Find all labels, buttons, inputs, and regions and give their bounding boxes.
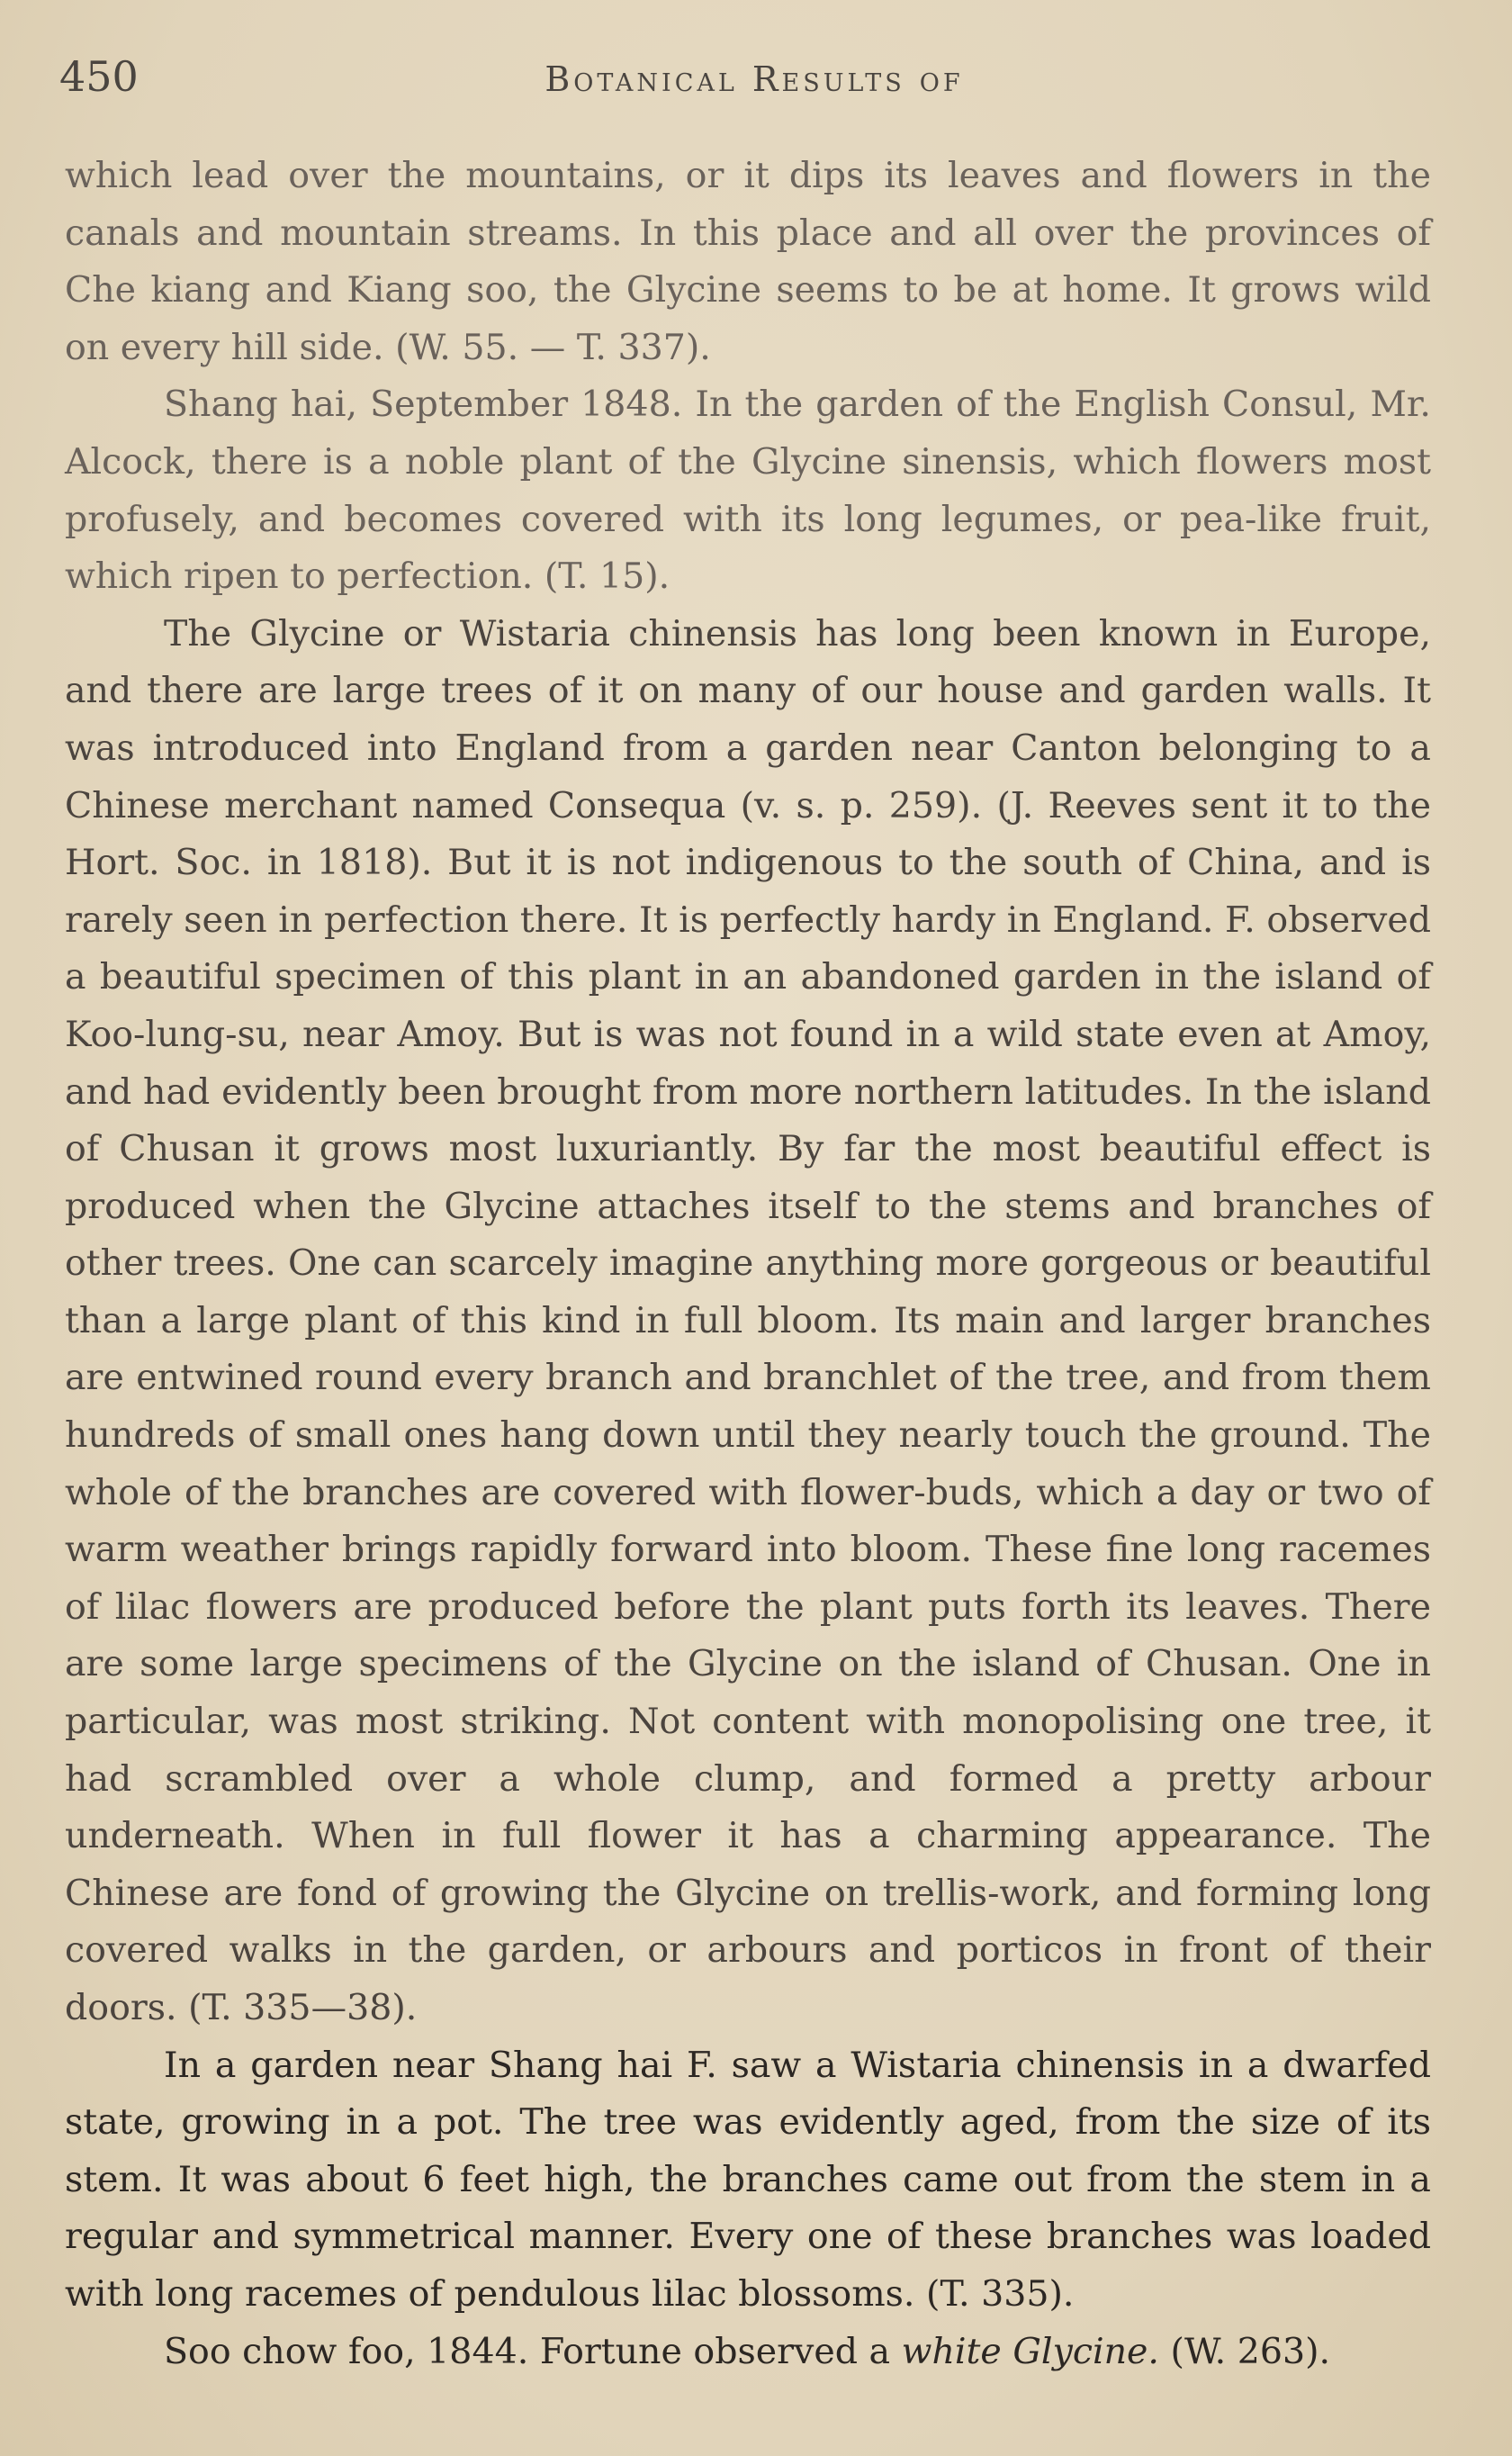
paragraph-soo-chow-foo (65, 2324, 1431, 2381)
paragraph-text-end: (W. 263). (1158, 2330, 1331, 2372)
page-number: 450 (59, 52, 139, 101)
paragraph-dwarfed-wistaria: In a garden near Shang hai F. saw a Wistaria chinensis in a dwarfed state, growing in a pot. The tree was evidently aged, from the size of its stem. It was about 6 feet high, the branches came out from the stem in a regular and symmetrical manner. Every one of these branches was loaded with long racemes of pendulous lilac blossoms. (T. 335). (65, 2044, 1431, 2315)
paragraph-continuation: which lead over the mountains, or it dips its leaves and flowers in the canals and mountain streams. In this place and all over the provinces of Che kiang and Kiang soo, the Glycine seems to be at home. It grows wild on every hill side. (W. 55. — T. 337). (65, 155, 1431, 368)
paragraph-glycine-chinensis: The Glycine or Wistaria chinensis has long been known in Europe, and there are large trees of it on many of our house and garden walls. It was introduced into England from a garden near Canton belonging to a Chinese merchant named Consequa (v. s. p. 259). (J. Reeves sent it to the Hort. Soc. in 1818). But it is not indigenous to the south of China, and is rarely seen in perfection there. It is perfectly hardy in England. F. observed a beautiful specimen of this plant in an abandoned garden in the island of Koo-lung-su, near Amoy. But is was not found in a wild state even at Amoy, and had evidently been brought from more northern latitudes. In the island of Chusan it grows most luxuriantly. By far the most beautiful effect is produced when the Glycine attaches itself to the stems and branches of other trees. One can scarcely imagine anything more gorgeous or beautiful than a large plant of this kind in full bloom. Its main and larger branches are entwined round every branch and branchlet of the tree, and from them hundreds of small ones hang down until they nearly touch the ground. The whole of the branches are covered with flower-buds, which a day or two of warm weather brings rapidly forward into bloom. These fine long racemes of lilac flowers are produced before the plant puts forth its leaves. There are some large specimens of the Glycine on the island of Chusan. One in particular, was most striking. Not content with monopolising one tree, it had scrambled over a whole clump, and formed a pretty arbour underneath. When in full flower it has a charming appearance. The Chinese are fond of growing the Glycine on trellis-work, and forming long covered walks in the garden, or arbours and porticos in front of their doors. (T. 335—38). (65, 612, 1431, 2028)
paragraph-text-start: Soo chow foo, 1844. Fortune observed a (164, 2330, 902, 2372)
body-text (65, 148, 1431, 2380)
running-title: Botanical Results of (544, 59, 964, 99)
italic-species-name: white Glycine. (901, 2330, 1159, 2372)
page-header (59, 47, 1449, 110)
paragraph-shanghai-1848: Shang hai, September 1848. In the garden of the English Consul, Mr. Alcock, there is a noble plant of the Glycine sinensis, which flowers most profusely, and becomes covered with its long legumes, or pea-like fruit, which ripen to perfection. (T. 15). (65, 384, 1431, 598)
